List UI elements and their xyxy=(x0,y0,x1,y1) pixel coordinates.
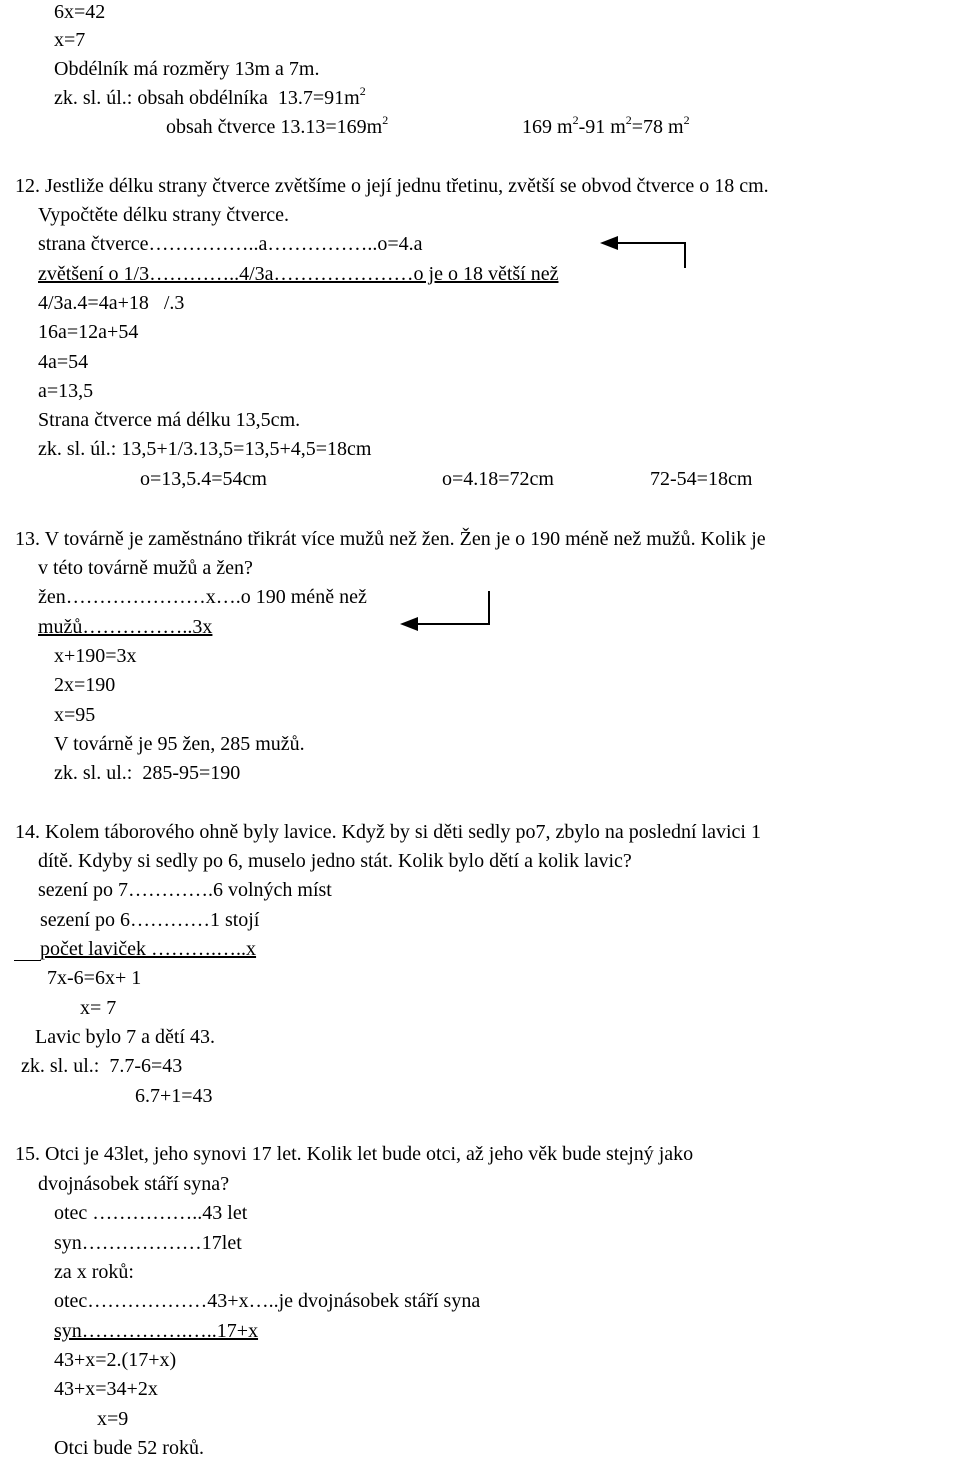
equation-line: 4a=54 xyxy=(38,351,89,373)
work-line: syn…………….…..17+x xyxy=(54,1320,259,1342)
problem-14-question: 14. Kolem táborového ohně byly lavice. Když by si děti sedly po7, zbylo na poslední lavici 1 xyxy=(15,821,761,843)
equation-line: 4/3a.4=4a+18 /.3 xyxy=(38,292,185,314)
superscript: 2 xyxy=(382,113,389,127)
equation-line: x+190=3x xyxy=(54,645,137,667)
equation-line: 2x=190 xyxy=(54,674,116,696)
work-line: za x roků: xyxy=(54,1261,134,1283)
work-line: otec ……………..43 let xyxy=(54,1202,248,1224)
superscript: 2 xyxy=(683,113,690,127)
check-text: zk. sl. úl.: obsah obdélníka 13.7=91m xyxy=(54,87,360,109)
equation-line: a=13,5 xyxy=(38,380,94,402)
arrow-icon xyxy=(0,0,960,700)
equation-line: 43+x=2.(17+x) xyxy=(54,1349,177,1371)
equation-line: x=7 xyxy=(54,29,86,51)
problem-13-question: 13. V továrně je zaměstnáno třikrát více mužů než žen. Žen je o 190 méně než mužů. Kolik je xyxy=(15,528,766,550)
equation-line: x=95 xyxy=(54,704,96,726)
equation-line: 6x=42 xyxy=(54,1,106,23)
check-line: 72-54=18cm xyxy=(650,468,753,490)
check-line: o=13,5.4=54cm xyxy=(140,468,267,490)
superscript: 2 xyxy=(625,113,632,127)
equation-line: x=9 xyxy=(97,1408,129,1430)
equation-line: 43+x=34+2x xyxy=(54,1378,158,1400)
check-line: 6.7+1=43 xyxy=(135,1085,213,1107)
work-line: žen…………………x….o 190 méně než xyxy=(38,586,367,608)
work-line: otec………………43+x…..je dvojnásobek stáří syna xyxy=(54,1290,481,1312)
work-line: mužů……………..3x xyxy=(38,616,213,638)
problem-14-question-cont: dítě. Kdyby si sedly po 6, muselo jedno stát. Kolik bylo dětí a kolik lavic? xyxy=(38,850,632,872)
problem-12-question: 12. Jestliže délku strany čtverce zvětšíme o její jednu třetinu, zvětší se obvod čtverce o 18 cm. xyxy=(15,175,769,197)
check-text: -91 m xyxy=(578,116,626,138)
check-line: zk. sl. úl.: 13,5+1/3.13,5=13,5+4,5=18cm xyxy=(38,438,372,460)
answer-line: Strana čtverce má délku 13,5cm. xyxy=(38,409,301,431)
superscript: 2 xyxy=(359,84,366,98)
check-line: o=4.18=72cm xyxy=(442,468,554,490)
answer-line: Otci bude 52 roků. xyxy=(54,1437,204,1459)
work-line: sezení po 6…………1 stojí xyxy=(40,909,260,931)
check-text: =78 m xyxy=(631,116,684,138)
work-line: počet laviček ……….…..x xyxy=(40,938,257,960)
equation-line: 16a=12a+54 xyxy=(38,321,139,343)
superscript: 2 xyxy=(572,113,579,127)
underline-rule xyxy=(14,960,41,961)
problem-13-question-cont: v této továrně mužů a žen? xyxy=(38,557,253,579)
work-line: zvětšení o 1/3…………..4/3a…………………o je o 18 větší než xyxy=(38,263,559,285)
check-text: obsah čtverce 13.13=169m xyxy=(166,116,383,138)
work-line: sezení po 7………….6 volných míst xyxy=(38,879,332,901)
work-line: strana čtverce……………..a……………..o=4.a xyxy=(38,233,423,255)
problem-15-question-cont: dvojnásobek stáří syna? xyxy=(38,1173,230,1195)
check-line: zk. sl. ul.: 285-95=190 xyxy=(54,762,241,784)
work-line: syn………………17let xyxy=(54,1232,242,1254)
equation-line: x= 7 xyxy=(80,997,117,1019)
problem-12-question-cont: Vypočtěte délku strany čtverce. xyxy=(38,204,290,226)
answer-line: Obdélník má rozměry 13m a 7m. xyxy=(54,58,320,80)
equation-line: 7x-6=6x+ 1 xyxy=(47,967,142,989)
answer-line: Lavic bylo 7 a dětí 43. xyxy=(35,1026,215,1048)
check-text: 169 m xyxy=(522,116,573,138)
answer-line: V továrně je 95 žen, 285 mužů. xyxy=(54,733,305,755)
problem-15-question: 15. Otci je 43let, jeho synovi 17 let. Kolik let bude otci, až jeho věk bude stejný jako xyxy=(15,1143,694,1165)
check-line: zk. sl. ul.: 7.7-6=43 xyxy=(21,1055,183,1077)
